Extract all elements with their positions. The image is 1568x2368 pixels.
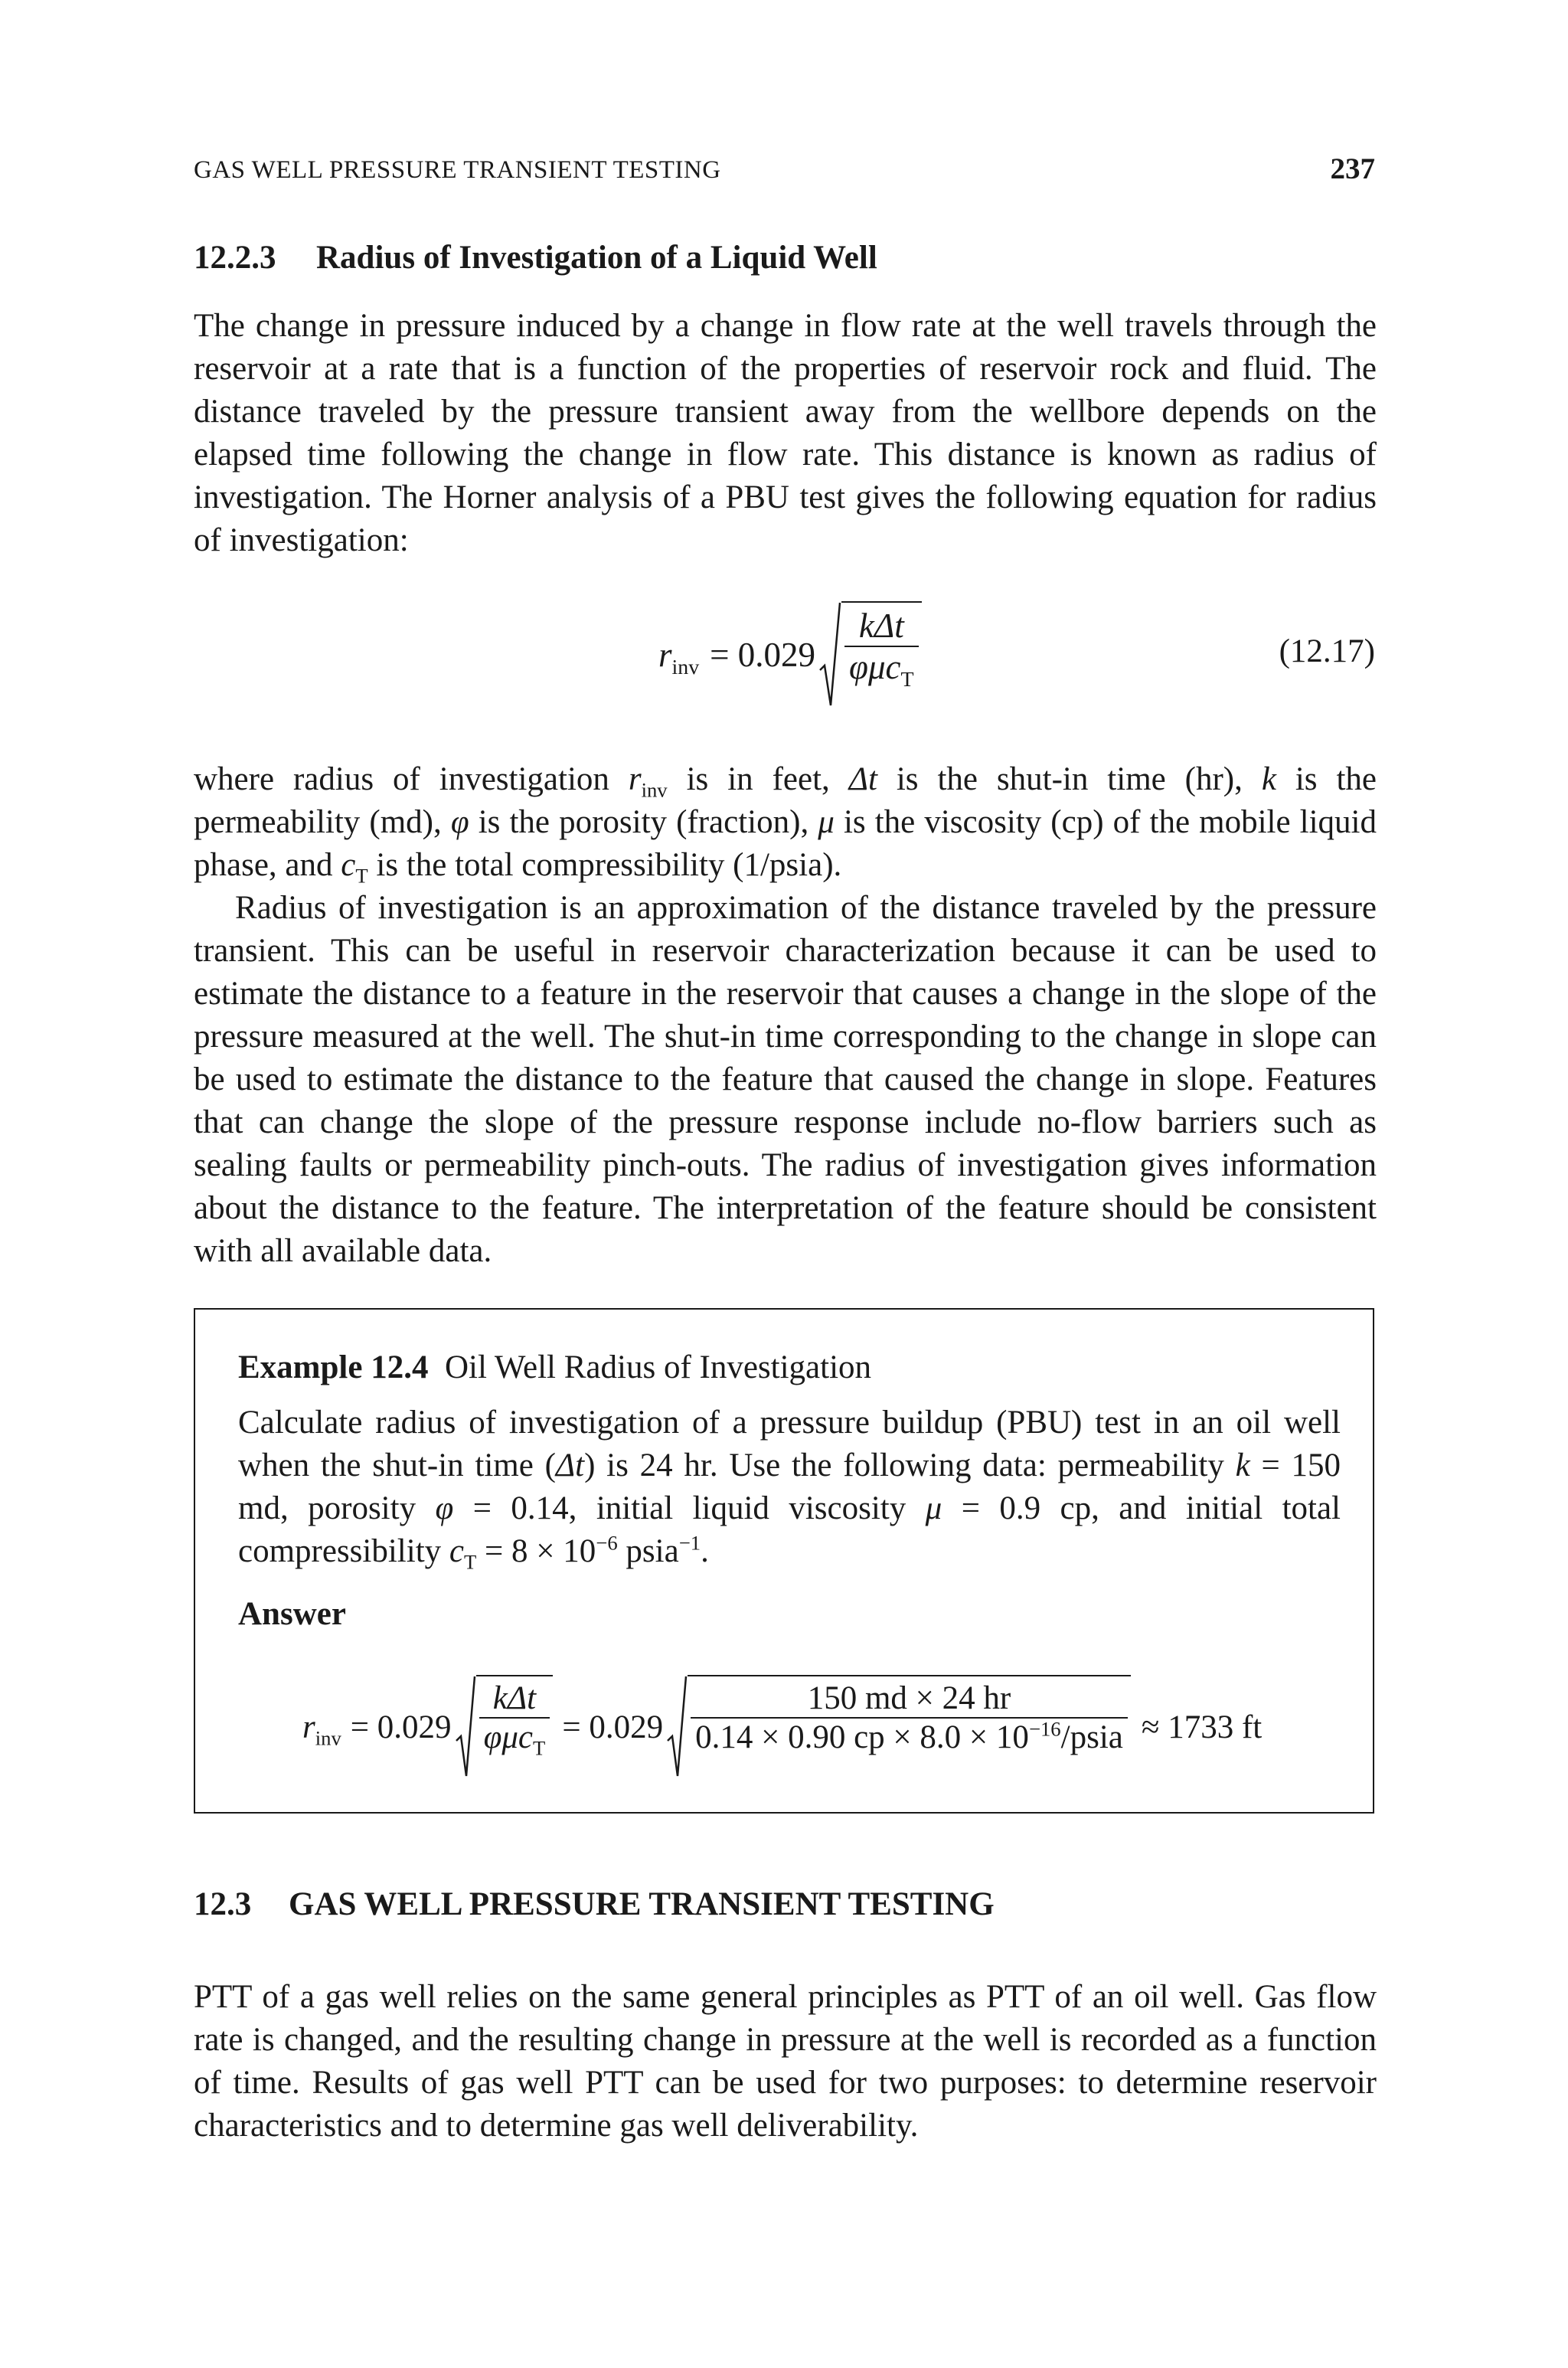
ans-result: ≈ 1733 ft xyxy=(1141,1709,1263,1745)
ans-fraction-2: $\frac{150 md \times 24 hr}{0.14 \times 0.90 cp \times 8.0 \times 10^{-16}/psia}$ xyxy=(691,1680,1128,1756)
section-number: 12.2.3 xyxy=(194,240,276,276)
eq-constant: = 0.029 xyxy=(710,636,816,674)
paragraph-where: where radius of investigation $r_{inv}$ is in feet, Δt is the shut-in time (hr), k is the permeability (md), φ is the porosity (fraction), μ is the viscosity (cp) of the mobile liquid phase, and $c_T$ is the total compressibility (1/psia). xyxy=(194,761,1377,888)
eq-lhs: $r_{inv}$ xyxy=(658,636,700,679)
page-number: 237 xyxy=(1330,152,1375,185)
ans-constant-2: = 0.029 xyxy=(562,1709,664,1745)
ans-sqrt-2 xyxy=(666,1675,1131,1779)
section-title: GAS WELL PRESSURE TRANSIENT TESTING xyxy=(289,1886,995,1922)
paragraph-radius-approximation: Radius of investigation is an approximation of the distance traveled by the pressure transient. This can be useful in reservoir characterization because it can be used to estimate the distance to a feature in the reservoir that causes a change in the slope of the pressure measured at the well. The shut-in time corresponding to the change in slope can be used to estimate the distance to the feature that caused the change in slope. Features that can change the slope of the pressure response include no-flow barriers such as sealing faults or permeability pinch-outs. The radius of investigation gives information about the distance to the feature. The interpretation of the feature should be consistent with all available data. xyxy=(194,890,1377,1269)
ans-sqrt-1 xyxy=(455,1675,554,1779)
paragraph-gas-well-ptt-text: PTT of a gas well relies on the same general principles as PTT of an oil well. Gas flow rate is changed, and the resulting change in pressure at the well is recorded as a function of time. Results of gas well PTT can be used for two purposes: to determine reservoir characteristics and to determine gas well deliverability. xyxy=(194,1979,1377,2144)
answer-equation xyxy=(302,1670,1262,1784)
section-heading-12-3 xyxy=(194,1886,995,1923)
ans-constant-1: = 0.029 xyxy=(350,1709,452,1745)
running-header-title: GAS WELL PRESSURE TRANSIENT TESTING xyxy=(194,156,721,184)
radical-sign-icon xyxy=(666,1675,688,1779)
equation-label: (12.17) xyxy=(1279,633,1375,669)
radical-sign-icon xyxy=(818,601,841,708)
paragraph-definitions xyxy=(194,758,1377,1273)
section-title: Radius of Investigation of a Liquid Well xyxy=(316,240,877,276)
paragraph-intro xyxy=(194,305,1377,562)
example-heading: Example 12.4 Oil Well Radius of Investigation xyxy=(238,1349,872,1385)
ans-lhs: $r_{inv}$ xyxy=(302,1709,341,1750)
paragraph-gas-well-ptt xyxy=(194,1976,1377,2147)
section-heading-12-2-3 xyxy=(194,239,877,276)
equation-12-17 xyxy=(658,597,922,712)
ans-fraction-1: $\frac{\text{kΔt}}{\varphi\mu c_T}$ xyxy=(479,1680,550,1756)
answer-label: Answer xyxy=(238,1596,346,1632)
paragraph-intro-text: The change in pressure induced by a change in flow rate at the well travels through the reservoir at a rate that is a function of the properties of reservoir rock and fluid. The distance traveled by the pressure transient away from the wellbore depends on the elapsed time following the change in flow rate. This distance is known as radius of investigation. The Horner analysis of a PBU test gives the following equation for radius of investigation: xyxy=(194,308,1377,558)
eq-sqrt xyxy=(818,601,922,708)
example-box xyxy=(194,1308,1374,1814)
radical-sign-icon xyxy=(455,1675,476,1779)
eq-fraction: $\frac{\text{kΔt}}{\varphi\mu c_T}$ xyxy=(844,606,919,687)
section-number: 12.3 xyxy=(194,1886,252,1922)
example-problem-text: Calculate radius of investigation of a pressure buildup (PBU) test in an oil well when the shut-in time (Δt) is 24 hr. Use the following data: permeability k = 150 md, porosity φ = 0.14, initial liquid viscosity μ = 0.9 cp, and initial total compressibility $c_T = 8 \times 10^{-6}$ psia$^{-1}$. xyxy=(238,1405,1341,1574)
